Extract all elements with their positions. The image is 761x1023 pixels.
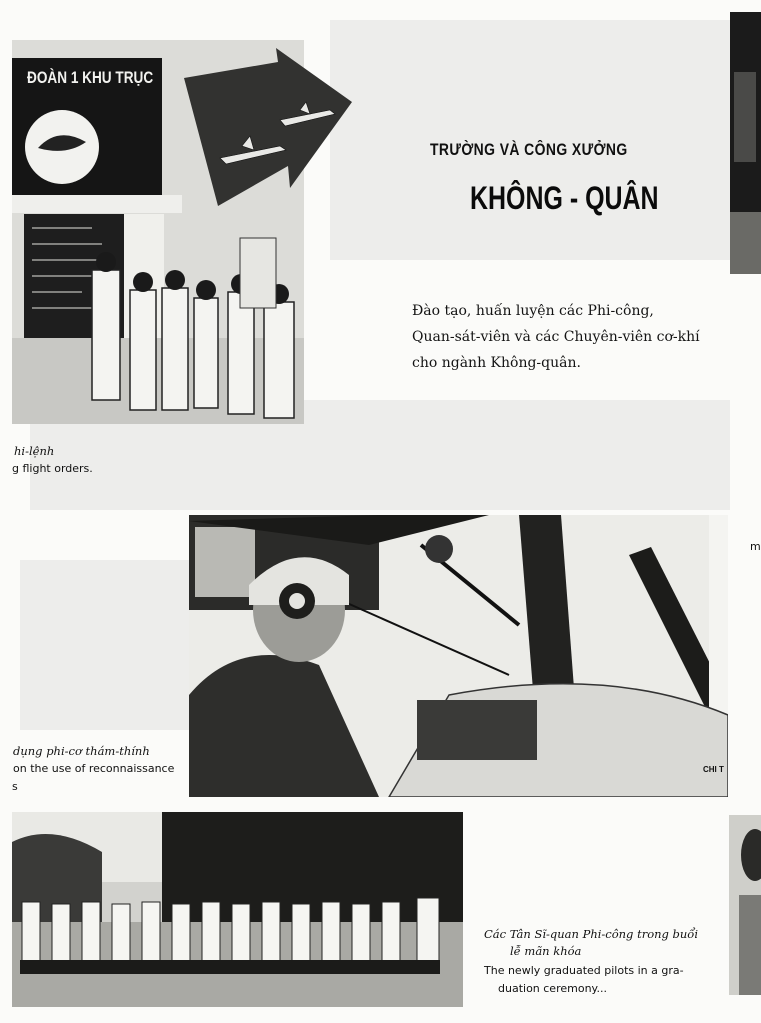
ceremony-caption-vi-line: lễ mãn khóa <box>510 944 582 958</box>
intro-line: Đào tạo, huấn luyện các Phi-công, <box>412 303 654 319</box>
ceremony-photo <box>12 812 463 1007</box>
ceremony-caption-en-line: duation ceremony... <box>498 982 607 995</box>
briefing-caption-en: g flight orders. <box>12 462 93 475</box>
adjacent-page-photo-bottom <box>729 815 761 995</box>
adjacent-page-photo-top <box>730 12 761 274</box>
cockpit-photo <box>189 515 728 797</box>
briefing-caption-vi: hi-lệnh <box>14 444 55 458</box>
adjacent-page-text-fragment: m <box>750 540 761 553</box>
intro-paragraph <box>412 298 712 376</box>
board-title: ĐOÀN 1 KHU TRỤC <box>27 68 154 87</box>
cockpit-caption-vi: dụng phi-cơ thám-thính <box>13 744 150 758</box>
page-title-line1: TRƯỜNG VÀ CÔNG XƯỞNG <box>430 140 628 159</box>
arrow-insert-photo <box>184 48 352 208</box>
bleed-through-lower <box>20 560 190 730</box>
ceremony-caption-vi <box>484 926 698 960</box>
intro-line: Quan-sát-viên và các Chuyên-viên cơ-khí <box>412 329 700 345</box>
aircraft-plate-text: CHI T <box>703 765 724 774</box>
intro-line: cho ngành Không-quân. <box>412 355 581 371</box>
ceremony-caption-en-line: The newly graduated pilots in a gra- <box>484 964 684 977</box>
cockpit-caption-en: on the use of reconnaissance <box>13 762 175 775</box>
adjacent-page-text-fragment: s <box>12 780 18 793</box>
ceremony-caption-vi-line: Các Tân Sĩ-quan Phi-công trong buổi <box>484 927 699 941</box>
page-title-line2: KHÔNG - QUÂN <box>470 180 659 216</box>
ceremony-caption-en <box>484 962 684 998</box>
